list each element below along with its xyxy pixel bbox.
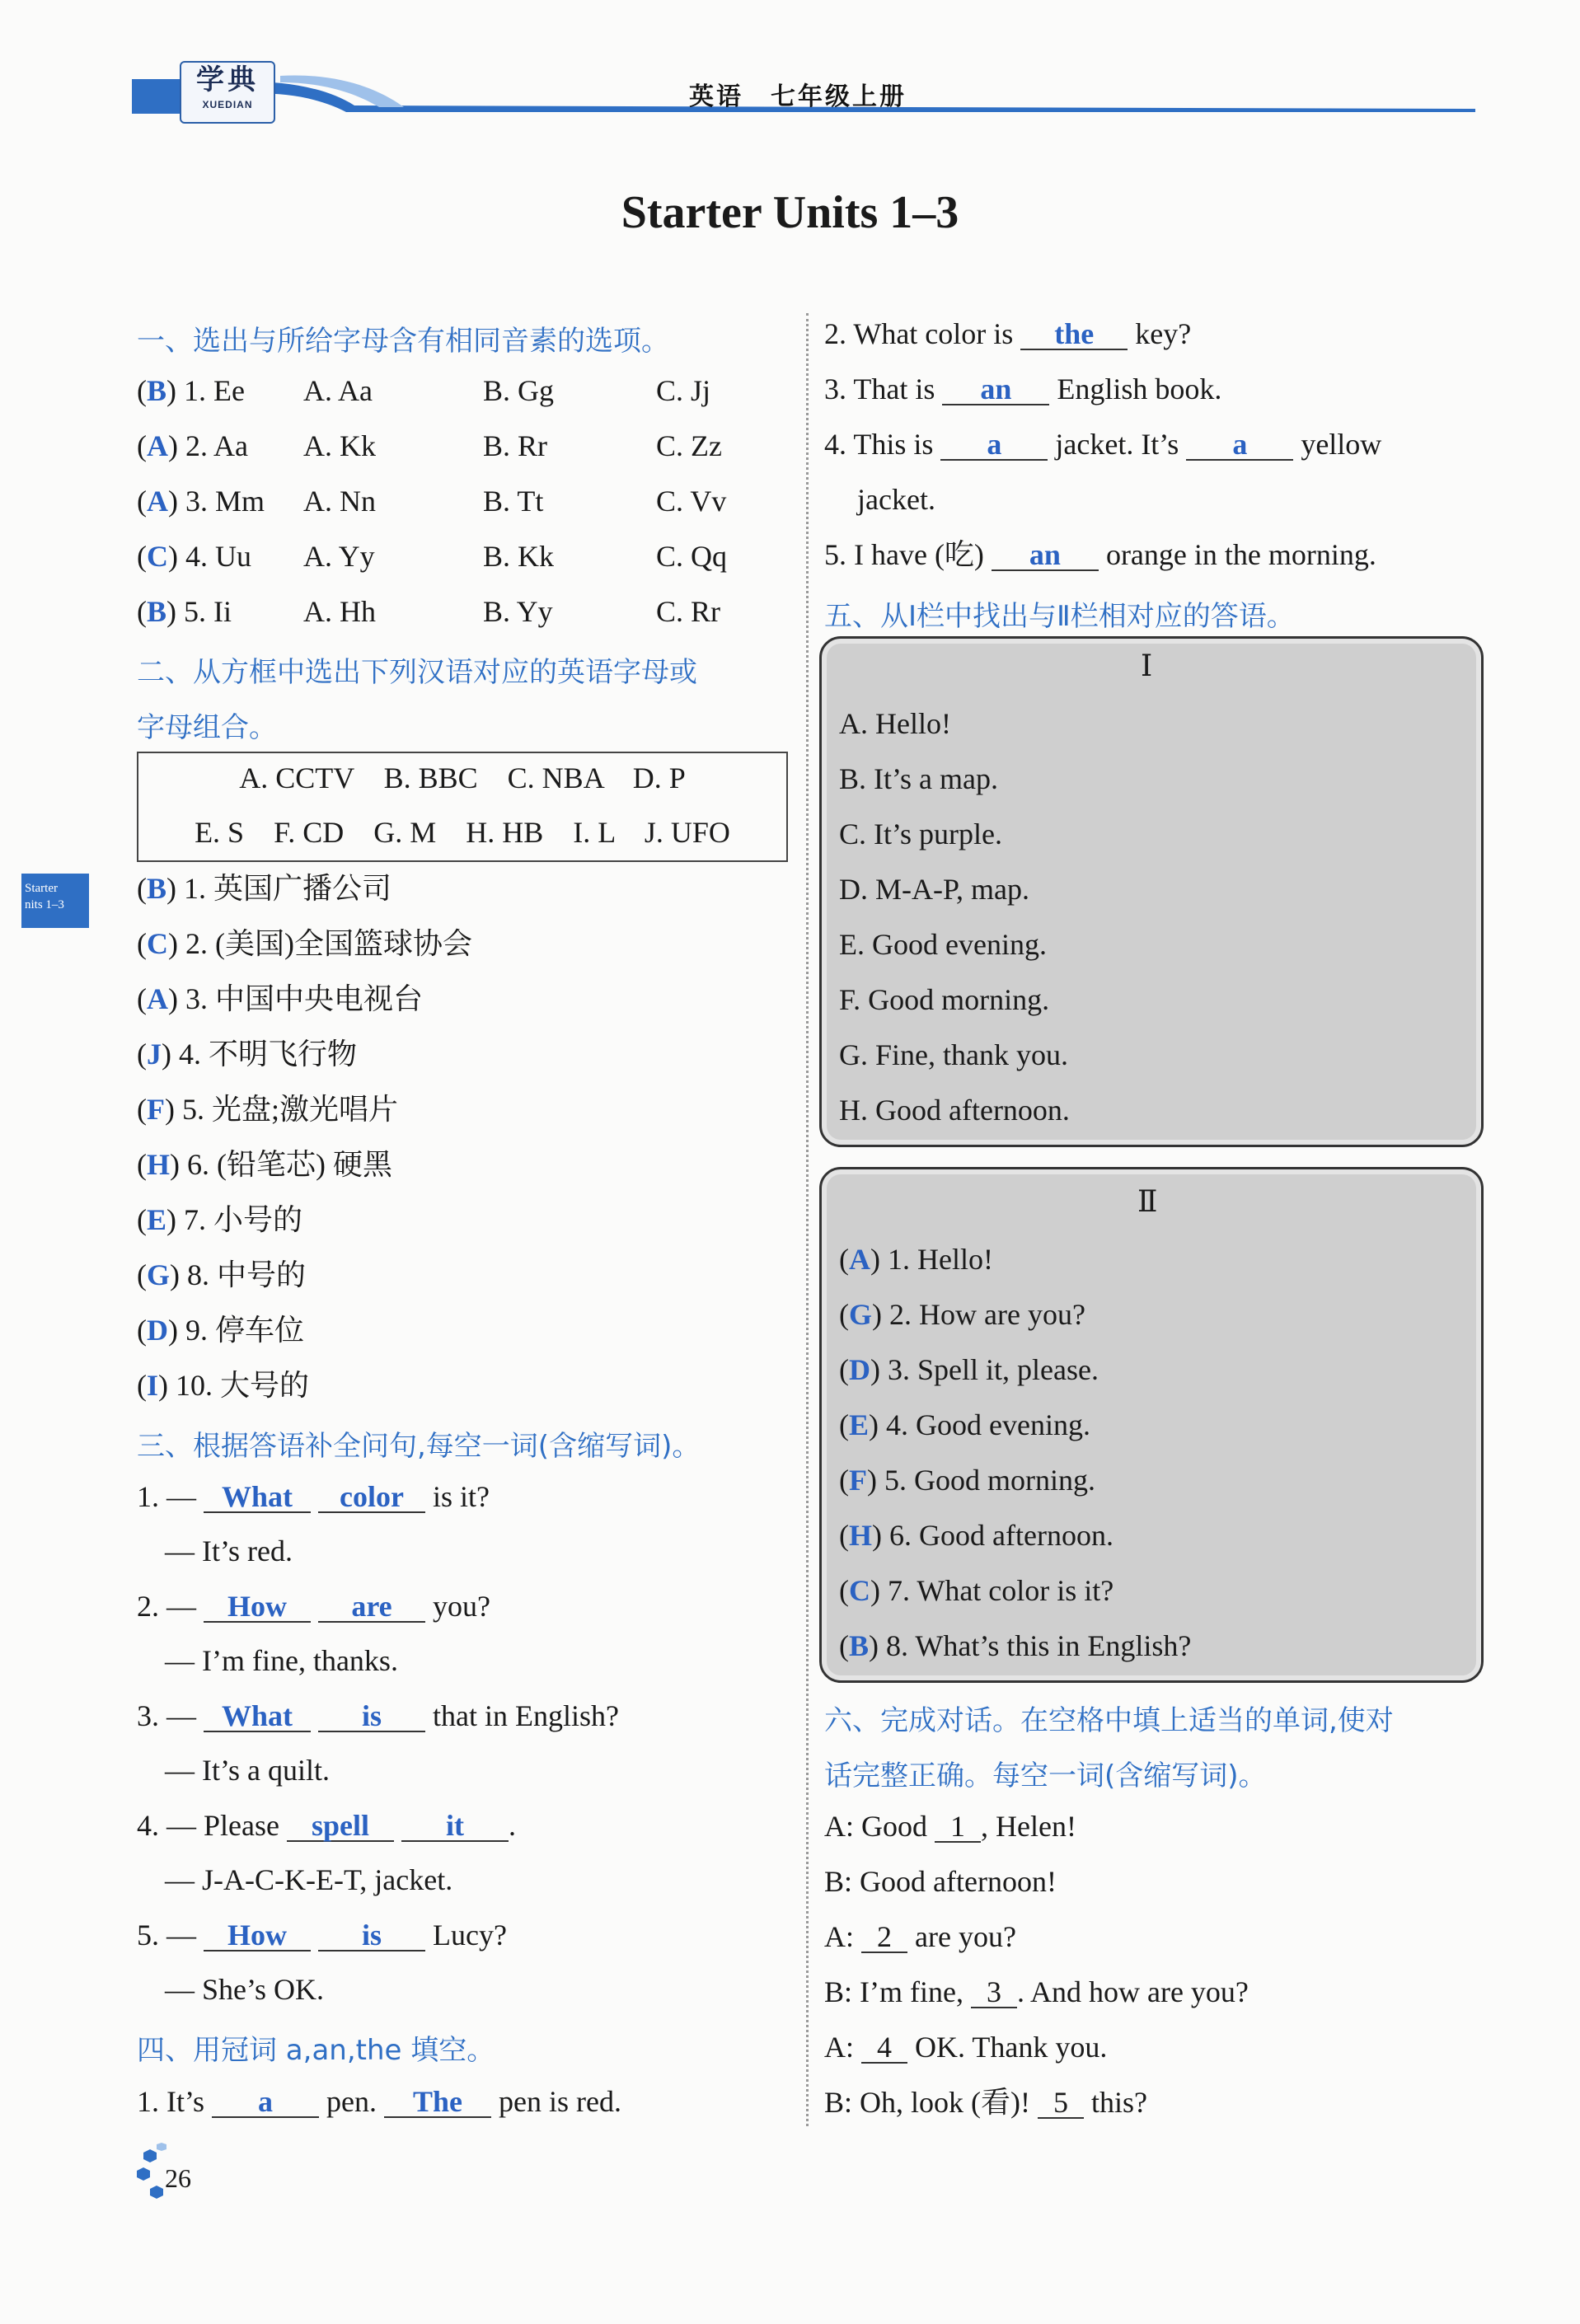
list-item: (B) 5. Ii [137,595,232,628]
page-number: 26 [165,2163,191,2193]
side-tab-line2: nits 1–3 [25,898,64,911]
list-item: (G) 2. How are you? [839,1298,1085,1331]
dialogue-line [824,1810,1076,1843]
option-box-row1: A. CCTV B. BBC C. NBA D. P [239,761,686,794]
answer: B [849,1629,870,1662]
numbered-blank: 3 [971,1977,1017,2008]
option-box-row2: E. S F. CD G. M H. HB I. L J. UFO [195,816,730,849]
item-suffix: that in English? [433,1699,619,1732]
list-item [137,2085,621,2118]
answer: G [147,1258,171,1291]
list-item [824,317,1191,350]
section3-heading: 三、根据答语补全问句,每空一词(含缩写词)。 [137,1430,701,1463]
item-text: 2. How are you? [889,1298,1085,1331]
dialogue-line [824,2031,1107,2064]
item-suffix: . [508,1809,516,1842]
item-text: 8. 中号的 [187,1258,307,1291]
answer: D [849,1353,870,1386]
answer-blank: What [204,1701,311,1732]
list-item: (A) 3. 中国中央电视台 [137,982,424,1015]
dialogue-line [824,1865,1057,1898]
list-item [824,372,1221,405]
reply: — It’s a quilt. [165,1754,330,1787]
line-text: Good [861,1810,927,1843]
list-item: (G) 8. 中号的 [137,1258,307,1291]
list-item: (B) 1. Ee [137,374,245,407]
list-item [137,1919,507,1952]
item-text: 10. 大号的 [176,1369,310,1402]
list-item: (H) 6. Good afternoon. [839,1519,1114,1552]
list-item [137,1480,490,1513]
option-c: C. Rr [656,595,721,628]
section4-heading: 四、用冠词 a,an,the 填空。 [137,2034,495,2067]
column-one-item: B. It’s a map. [839,762,998,795]
option-b: B. Kk [483,540,555,573]
section2-heading: 二、从方框中选出下列汉语对应的英语字母或 [137,656,697,689]
answer: F [849,1464,867,1497]
list-item: (B) 1. 英国广播公司 [137,872,392,905]
list-item: (E) 4. Good evening. [839,1408,1090,1441]
item-num: 1. Ee [184,374,245,407]
item-text: 8. What’s this in English? [886,1629,1192,1662]
numbered-blank: 1 [935,1811,981,1843]
item-text: 9. 停车位 [185,1314,305,1347]
line-text: this? [1090,2086,1147,2119]
list-item [137,1809,516,1842]
item-prefix: 3. — [137,1699,196,1732]
list-item: (F) 5. Good morning. [839,1464,1095,1497]
dialogue-line [824,2086,1147,2119]
item-prefix: 3. That is [824,372,935,405]
reply: — I’m fine, thanks. [165,1644,398,1677]
list-item: (C) 7. What color is it? [839,1574,1114,1607]
answer: C [849,1574,870,1607]
list-item: (I) 10. 大号的 [137,1369,310,1402]
answer: E [147,1203,167,1236]
item-text: 1. 英国广播公司 [184,872,392,905]
speaker: B: [824,1865,853,1898]
answer: E [849,1408,870,1441]
item-text: 7. What color is it? [888,1574,1114,1607]
list-item: (D) 9. 停车位 [137,1314,305,1347]
item-text: 6. (铅笔芯) 硬黑 [187,1148,392,1181]
answer: H [849,1519,873,1552]
item-text: 2. (美国)全国篮球协会 [185,927,472,960]
item-prefix: 1. — [137,1480,196,1513]
item-mid: pen. [326,2085,377,2118]
answer: B [147,595,167,628]
answer: H [147,1148,171,1181]
list-item [137,1590,490,1623]
side-tab [21,874,89,928]
answer-blank: are [318,1591,425,1623]
section5-heading: 五、从Ⅰ栏中找出与Ⅱ栏相对应的答语。 [824,600,1295,633]
item-suffix: Lucy? [433,1919,507,1952]
item-num: 3. Mm [185,485,265,518]
dialogue-line [824,1975,1249,2008]
item-continuation: jacket. [857,483,935,516]
option-b: B. Rr [483,429,548,462]
numbered-blank: 2 [861,1922,907,1953]
item-prefix: 5. I have (吃) [824,538,984,571]
option-c: C. Jj [656,374,711,407]
section1-heading: 一、选出与所给字母含有相同音素的选项。 [137,325,669,358]
column-one-item: G. Fine, thank you. [839,1038,1068,1071]
item-text: 3. Spell it, please. [888,1353,1099,1386]
line-text: Oh, look (看)! [860,2086,1030,2119]
line-text: OK. Thank you. [915,2031,1108,2064]
speaker: A: [824,1920,854,1953]
list-item: (H) 6. (铅笔芯) 硬黑 [137,1148,392,1181]
answer-blank: an [942,374,1049,405]
item-suffix: orange in the morning. [1105,538,1376,571]
reply: — J-A-C-K-E-T, jacket. [165,1863,453,1896]
answer-blank: The [384,2087,491,2118]
option-b: B. Gg [483,374,555,407]
list-item: (E) 7. 小号的 [137,1203,303,1236]
item-prefix: 4. This is [824,428,934,461]
option-c: C. Zz [656,429,722,462]
answer: A [147,429,168,462]
item-text: 5. Good morning. [884,1464,1095,1497]
column-one-item: A. Hello! [839,707,951,740]
item-suffix: English book. [1057,372,1222,405]
item-text: 1. Hello! [888,1243,993,1276]
line-text: Good afternoon! [860,1865,1057,1898]
column-divider [806,313,809,2126]
answer: C [147,540,168,573]
column-one-title: Ⅰ [1141,649,1153,682]
item-num: 4. Uu [185,540,251,573]
section6-heading-cont: 话完整正确。每空一词(含缩写词)。 [824,1759,1267,1792]
answer-blank: is [318,1920,425,1952]
item-prefix: 5. — [137,1919,196,1952]
option-b: B. Yy [483,595,553,628]
item-prefix: 4. — Please [137,1809,279,1842]
item-suffix: is it? [433,1480,490,1513]
line-text: I’m fine, [860,1975,963,2008]
answer-blank: How [204,1920,311,1952]
answer: G [849,1298,873,1331]
reply: — She’s OK. [165,1973,325,2006]
answer: A [147,485,168,518]
option-c: C. Vv [656,485,727,518]
option-a: A. Aa [303,374,373,407]
speaker: B: [824,1975,853,2008]
answer-blank: it [401,1811,509,1842]
list-item [824,428,1381,461]
item-mid: jacket. It’s [1055,428,1179,461]
item-suffix: you? [433,1590,490,1623]
column-two-title: Ⅱ [1137,1185,1158,1218]
column-one-item: F. Good morning. [839,983,1050,1016]
option-a: A. Nn [303,485,376,518]
list-item: (A) 3. Mm [137,485,265,518]
item-text: 3. 中国中央电视台 [185,982,424,1015]
answer-blank: What [204,1482,311,1513]
list-item [824,538,1376,571]
answer: B [147,374,167,407]
answer-blank: color [318,1482,425,1513]
answer-blank: How [204,1591,311,1623]
option-a: A. Kk [303,429,376,462]
dialogue-line [824,1920,1016,1953]
option-c: C. Qq [656,540,728,573]
section2-heading-cont: 字母组合。 [137,711,277,744]
list-item: (B) 8. What’s this in English? [839,1629,1192,1662]
item-prefix: 1. It’s [137,2085,205,2118]
book-title: 英语 七年级上册 [689,83,907,110]
logo-en: XUEDIAN [202,99,253,110]
item-prefix: 2. — [137,1590,196,1623]
numbered-blank: 5 [1038,2087,1084,2119]
numbered-blank: 4 [861,2032,907,2064]
item-suffix: yellow [1301,428,1382,461]
speaker: A: [824,2031,854,2064]
side-tab-line1: Starter [25,882,58,895]
item-text: 4. Good evening. [886,1408,1090,1441]
item-suffix: key? [1135,317,1192,350]
line-text: are you? [915,1920,1016,1953]
answer: I [147,1369,159,1402]
item-text: 6. Good afternoon. [889,1519,1114,1552]
column-one-item: E. Good evening. [839,928,1047,961]
answer: A [147,982,168,1015]
section6-heading: 六、完成对话。在空格中填上适当的单词,使对 [824,1704,1394,1737]
reply: — It’s red. [165,1534,293,1567]
answer: J [147,1038,162,1071]
line-text: . And how are you? [1016,1975,1249,2008]
column-one-item: H. Good afternoon. [839,1094,1070,1127]
option-a: A. Hh [303,595,376,628]
answer: F [147,1093,165,1126]
list-item: (C) 2. (美国)全国篮球协会 [137,927,472,960]
answer: C [147,927,168,960]
column-one-item: D. M-A-P, map. [839,873,1029,906]
logo-cn: 学典 [196,65,259,96]
answer-blank: the [1020,319,1128,350]
speaker: B: [824,2086,853,2119]
item-text: 5. 光盘;激光唱片 [182,1093,399,1126]
line-text: , Helen! [981,1810,1076,1843]
list-item: (A) 1. Hello! [839,1243,993,1276]
list-item: (C) 4. Uu [137,540,251,573]
answer-blank: spell [287,1811,394,1842]
answer-blank: a [1186,429,1293,461]
publisher-logo [180,61,275,124]
answer-blank: an [992,540,1099,571]
option-a: A. Yy [303,540,375,573]
option-b: B. Tt [483,485,544,518]
answer-blank: a [212,2087,319,2118]
list-item: (J) 4. 不明飞行物 [137,1038,358,1071]
answer: B [147,872,167,905]
list-item: (A) 2. Aa [137,429,248,462]
answer: D [147,1314,168,1347]
column-one-item: C. It’s purple. [839,818,1002,850]
page-title: Starter Units 1–3 [621,187,959,238]
item-text: 7. 小号的 [184,1203,303,1236]
item-num: 2. Aa [185,429,248,462]
list-item: (D) 3. Spell it, please. [839,1353,1099,1386]
list-item [137,1699,619,1732]
item-text: 4. 不明飞行物 [179,1038,358,1071]
item-num: 5. Ii [184,595,232,628]
list-item: (F) 5. 光盘;激光唱片 [137,1093,399,1126]
speaker: A: [824,1810,854,1843]
answer-blank: is [318,1701,425,1732]
answer-blank: a [940,429,1048,461]
answer: A [849,1243,870,1276]
item-prefix: 2. What color is [824,317,1014,350]
item-suffix: pen is red. [499,2085,621,2118]
